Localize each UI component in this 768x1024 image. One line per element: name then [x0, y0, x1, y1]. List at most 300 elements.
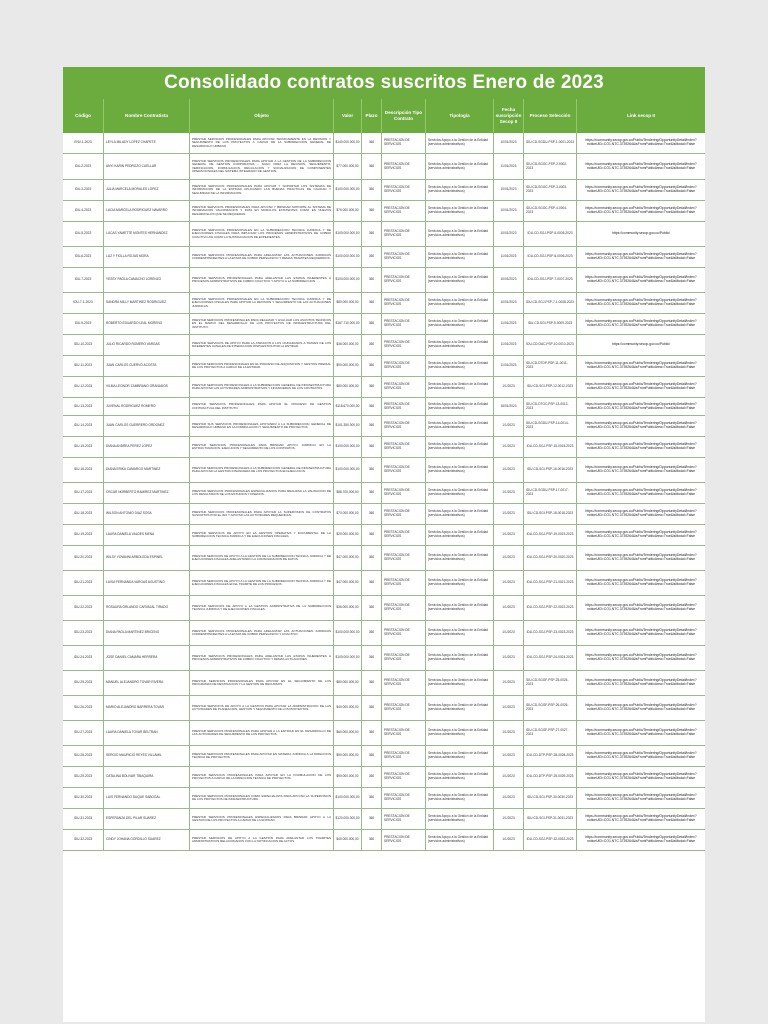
descripcion-cell: PRESTACION DE SERVICIOS — [381, 293, 425, 313]
col-plazo-header: Plazo — [361, 99, 381, 133]
col-link-header: Link secop II — [576, 99, 705, 133]
link-cell[interactable]: https://community.secop.gov.co/Public/Tendering/OpportunityDetail/Index?noticeUID=CO1.NTC.3739264&isFromPublicArea=True&isModal=False — [576, 504, 705, 524]
valor-cell: $36.000.000,00 — [333, 335, 361, 355]
table-row — [63, 398, 705, 416]
proceso-cell: IDU-CD-DTP-PSP-29-0029-2023 — [523, 767, 576, 787]
descripcion-cell: PRESTACION DE SERVICIOS — [381, 721, 425, 745]
tipologia-cell: Servicios Apoyo a la Gestión de la Entidad (servicios administrativos) — [425, 335, 493, 355]
plazo-cell: 360 — [361, 525, 381, 545]
tipologia-cell: Servicios Apoyo a la Gestión de la Entidad (servicios administrativos) — [425, 377, 493, 397]
fecha-cell: 1/1/2023 — [493, 596, 523, 620]
nombre-cell: JUVENAL RODRIGUEZ ROMERO — [103, 398, 189, 415]
valor-cell: $100.000.000,00 — [333, 458, 361, 482]
codigo-cell: IDU-10-2023 — [73, 342, 93, 347]
tipologia-cell: Servicios Apoyo a la Gestión de la Entidad (servicios administrativos) — [425, 247, 493, 267]
plazo-cell: 360 — [361, 222, 381, 246]
proceso-cell: IDU-CD-SGI-PSP-12-0012-2023 — [523, 377, 576, 397]
fecha-cell: 1/1/2023 — [493, 788, 523, 808]
tipologia-cell: Servicios Apoyo a la Gestión de la Entidad (servicios administrativos) — [425, 504, 493, 524]
tipologia-cell: Servicios Apoyo a la Gestión de la Entidad (servicios administrativos) — [425, 596, 493, 620]
descripcion-cell: PRESTACION DE SERVICIOS — [381, 154, 425, 179]
codigo-cell: IDU-14-2023 — [73, 423, 93, 428]
plazo-cell: 360 — [361, 671, 381, 695]
valor-cell: $36.000.000,00 — [333, 596, 361, 620]
link-cell[interactable]: https://community.secop.gov.co/Public/Tendering/OpportunityDetail/Index?noticeUID=CO1.NTC.3739264&isFromPublicArea=True&isModal=False — [576, 830, 705, 850]
link-cell[interactable]: https://community.secop.gov.co/Public/Tendering/OpportunityDetail/Index?noticeUID=CO1.NTC.3739264&isFromPublicArea=True&isModal=False — [576, 268, 705, 292]
objeto-cell: PRESTAR SERVICIOS PROFESIONALES A LA SUBDIRECCION GENERAL DE INFRAESTRUCTURA PARA APOYAR LA GESTION FINANCIERA DE LOS PROYECTOS EN EJECUCION. — [189, 458, 333, 482]
descripcion-cell: PRESTACION DE SERVICIOS — [381, 222, 425, 246]
document-title: Consolidado contratos suscritos Enero de 2023 — [63, 67, 705, 99]
codigo-cell: IDU-25-2023 — [73, 680, 93, 685]
proceso-cell: IDU-CD-SGJ-PSP-21-0021-2023 — [523, 571, 576, 595]
descripcion-cell: PRESTACION DE SERVICIOS — [381, 788, 425, 808]
objeto-cell: PRESTAR SERVICIOS DE APOYO A LA GESTION ADMINISTRATIVA DE LA SUBDIRECCION TECNICA JURIDICA Y DE EJECUCIONES FISCALES. — [189, 596, 333, 620]
objeto-cell: PRESTAR SERVICIOS PROFESIONALES PARA APOYAR Y BRINDAR SOPORTE AL SISTEMA DE INFORMACION VALORIZACION Y DATA EN MODULOS EXISTENTES COMO EN NUEVOS DESARROLLOS QUE SE REQUIERAN. — [189, 201, 333, 221]
proceso-cell: IDU-CD-SGJ-PSP-23-0023-2023 — [523, 621, 576, 645]
proceso-cell: IDU-CD-SGJ-PSP-5-0005-2023 — [523, 222, 576, 246]
fecha-cell: 1/1/2023 — [493, 437, 523, 457]
link-cell[interactable]: https://community.secop.gov.co/Public/Tendering/OpportunityDetail/Index?noticeUID=CO1.NTC.3739264&isFromPublicArea=True&isModal=False — [576, 596, 705, 620]
table-row — [63, 696, 705, 721]
codigo-cell: IDU-19-2023 — [73, 532, 93, 537]
valor-cell: $100.000.000,00 — [333, 247, 361, 267]
nombre-cell: OSCAR NORBERTO RAMIREZ MARTINEZ — [103, 483, 189, 503]
codigo-cell: IDU-4-2023 — [74, 208, 92, 213]
table-row — [63, 830, 705, 851]
tipologia-cell: Servicios Apoyo a la Gestión de la Entidad (servicios administrativos) — [425, 416, 493, 436]
proceso-cell: IDU-CD-SGI-PSP-31-0031-2023 — [523, 809, 576, 829]
fecha-cell: 1/1/2023 — [493, 646, 523, 670]
descripcion-cell: PRESTACION DE SERVICIOS — [381, 483, 425, 503]
col-nombre-header: Nombre Contratista — [103, 99, 189, 133]
plazo-cell: 360 — [361, 458, 381, 482]
valor-cell: $140.000.000,00 — [333, 133, 361, 153]
table-row — [63, 416, 705, 437]
col-valor-header: Valor — [333, 99, 361, 133]
table-row — [63, 621, 705, 646]
fecha-cell: 1/1/2023 — [493, 483, 523, 503]
valor-cell: $47.000.000,00 — [333, 546, 361, 570]
table-row — [63, 222, 705, 247]
link-cell[interactable]: https://community.secop.gov.co/Public/Tendering/OpportunityDetail/Index?noticeUID=CO1.NTC.3739264&isFromPublicArea=True&isModal=False — [576, 154, 705, 179]
codigo-cell: IDU-23-2023 — [73, 630, 93, 635]
plazo-cell: 360 — [361, 398, 381, 415]
proceso-cell: IDU-CD-SGI-PSP-9-0009-2023 — [523, 314, 576, 334]
link-cell[interactable]: https://community.secop.gov.co/Public/Tendering/OpportunityDetail/Index?noticeUID=CO1.NTC.3739264&isFromPublicArea=True&isModal=False — [576, 180, 705, 200]
link-cell[interactable]: https://community.secop.gov.co/Public/Tendering/OpportunityDetail/Index?noticeUID=CO1.NTC.3739264&isFromPublicArea=True&isModal=False — [576, 525, 705, 545]
codigo-cell: IDU-3-2023 — [74, 187, 92, 192]
link-cell[interactable]: https://community.secop.gov.co/Public/Tendering/OpportunityDetail/Index?noticeUID=CO1.NTC.3739264&isFromPublicArea=True&isModal=False — [576, 621, 705, 645]
descripcion-cell: PRESTACION DE SERVICIOS — [381, 416, 425, 436]
nombre-cell: DIANA ANDREA PEREZ LOPEZ — [103, 437, 189, 457]
plazo-cell: 360 — [361, 646, 381, 670]
objeto-cell: PRESTAR SERVICIOS PROFESIONALES PARA ADELANTAR LAS ACTUACIONES JURIDICAS CORRESPONDIENTES A LA ETAPA DE COBRO PERSUASIVO Y COACTIVO. — [189, 621, 333, 645]
nombre-cell: DIANA ERIKA CAMARGO MARTINEZ — [103, 458, 189, 482]
codigo-cell: IDU-24-2023 — [73, 655, 93, 660]
codigo-cell: IDU-20-2023 — [73, 555, 93, 560]
fecha-cell: 1/1/2023 — [493, 721, 523, 745]
codigo-cell: IDU-27-2023 — [73, 730, 93, 735]
objeto-cell: PRESTAR SERVICIOS DE APOYO A LA GESTION DE LA SUBDIRECCION TECNICA JURIDICA Y DE EJECUCIONES FISCALES ADELANTANDO LA CONSOLIDACION DE DATOS. — [189, 546, 333, 570]
plazo-cell: 360 — [361, 180, 381, 200]
fecha-cell: 16/01/2023 — [493, 398, 523, 415]
objeto-cell: PRESTAR SERVICIOS PROFESIONALES ESPECIALIZADOS PARA REALIZAR LA VALIDACION DE LOS RESULTADOS DE LOS ESTUDIOS Y DISENOS. — [189, 483, 333, 503]
proceso-cell: IDU-CD-SGGC-PSP-4-0004-2023 — [523, 201, 576, 221]
proceso-cell: IDU-CD-SGJ-PSP-19-0019-2023 — [523, 525, 576, 545]
codigo-cell: IDU-29-2023 — [73, 774, 93, 779]
link-cell[interactable]: https://community.secop.gov.co/Public/Tendering/OpportunityDetail/Index?noticeUID=CO1.NTC.3739264&isFromPublicArea=True&isModal=False — [576, 133, 705, 153]
descripcion-cell: PRESTACION DE SERVICIOS — [381, 335, 425, 355]
descripcion-cell: PRESTACION DE SERVICIOS — [381, 377, 425, 397]
plazo-cell: 360 — [361, 596, 381, 620]
fecha-cell: 1/1/2023 — [493, 621, 523, 645]
tipologia-cell: Servicios Apoyo a la Gestión de la Entidad (servicios administrativos) — [425, 546, 493, 570]
col-codigo-header: Código — [75, 113, 91, 119]
descripcion-cell: PRESTACION DE SERVICIOS — [381, 546, 425, 570]
fecha-cell: 1/1/2023 — [493, 458, 523, 482]
link-cell[interactable]: https://community.secop.gov.co/Public/Tendering/OpportunityDetail/Index?noticeUID=CO1.NTC.3739264&isFromPublicArea=True&isModal=False — [576, 721, 705, 745]
objeto-cell: PRESTAR SERVICIOS PROFESIONALES EN LA SUBDIRECCION TECNICA JURIDICA Y DE EJECUCIONES FISCALES PARA IMPULSAR LOS PROCESOS ADMINISTRATIVOS DE COBRO COACTIVO ASI COMO LA SUSTANCIACION DE EXPEDIENTES. — [189, 222, 333, 246]
fecha-cell: 10/01/2023 — [493, 222, 523, 246]
link-cell[interactable]: https://community.secop.gov.co/Public/Tendering/OpportunityDetail/Index?noticeUID=CO1.NTC.3739264&isFromPublicArea=True&isModal=False — [576, 416, 705, 436]
valor-cell: $88.700.000,00 — [333, 483, 361, 503]
proceso-cell: IDU-CD-SGGF-PSP-25-0025-2023 — [523, 671, 576, 695]
tipologia-cell: Servicios Apoyo a la Gestión de la Entidad (servicios administrativos) — [425, 746, 493, 766]
plazo-cell: 360 — [361, 696, 381, 720]
plazo-cell: 360 — [361, 356, 381, 376]
table-row — [63, 788, 705, 809]
proceso-cell: IDU-CD-SGJ-PSP-6-0006-2023 — [523, 247, 576, 267]
tipologia-cell: Servicios Apoyo a la Gestión de la Entidad (servicios administrativos) — [425, 268, 493, 292]
objeto-cell: PRESTAR SERVICIOS PROFESIONALES A LA SUBDIRECCION GENERAL DE INFRAESTRUCTURA PARA APOYAR LAS ACTIVIDADES ADMINISTRATIVAS Y FINANCIERAS DE LOS CONTRATOS. — [189, 377, 333, 397]
link-cell[interactable]: https://community.secop.gov.co/Public/Tendering/OpportunityDetail/Index?noticeUID=CO1.NTC.3739264&isFromPublicArea=True&isModal=False — [576, 201, 705, 221]
table-row — [63, 809, 705, 830]
valor-cell: $100.000.000,00 — [333, 180, 361, 200]
objeto-cell: PRESTAR SERVICIOS PROFESIONALES PARA APOYAR EN MATERIA JURIDICA A LA DIRECCION TECNICA DE PROYECTOS. — [189, 746, 333, 766]
fecha-cell: 1/1/2023 — [493, 767, 523, 787]
tipologia-cell: Servicios Apoyo a la Gestión de la Entidad (servicios administrativos) — [425, 830, 493, 850]
plazo-cell: 360 — [361, 247, 381, 267]
link-cell[interactable]: https://community.secop.gov.co/Public/Tendering/OpportunityDetail/Index?noticeUID=CO1.NTC.3739264&isFromPublicArea=True&isModal=False — [576, 293, 705, 313]
tipologia-cell: Servicios Apoyo a la Gestión de la Entidad (servicios administrativos) — [425, 809, 493, 829]
valor-cell: $100.000.000,00 — [333, 621, 361, 645]
link-cell[interactable]: https://community.secop.gov.co/Public/Tendering/OpportunityDetail/Index?noticeUID=CO1.NTC.3739264&isFromPublicArea=True&isModal=False — [576, 696, 705, 720]
proceso-cell: IDU-CD-SGGC-PSP-3-0003-2023 — [523, 180, 576, 200]
valor-cell: $40.000.000,00 — [333, 696, 361, 720]
objeto-cell: PRESTAR SERVICIOS PROFESIONALES PARA APOYAR EN LA FORMULACION DE LOS PROYECTOS A CARGO DE LA DIRECCION TECNICA DE PROYECTOS. — [189, 767, 333, 787]
proceso-cell: IDU-CD-DTP-PSP-28-0028-2023 — [523, 746, 576, 766]
nombre-cell: JUAN CARLOS GUERRERO ORDONEZ — [103, 416, 189, 436]
codigo-cell: IDU-28-2023 — [73, 753, 93, 758]
contracts-table-body — [63, 133, 705, 851]
tipologia-cell: Servicios Apoyo a la Gestión de la Entidad (servicios administrativos) — [425, 671, 493, 695]
table-row — [63, 596, 705, 621]
plazo-cell: 360 — [361, 437, 381, 457]
codigo-cell: IDU-21-2023 — [73, 580, 93, 585]
link-cell[interactable]: https://community.secop.gov.co/Public/Tendering/OpportunityDetail/Index?noticeUID=CO1.NTC.3739264&isFromPublicArea=True&isModal=False — [576, 356, 705, 376]
valor-cell: $77.000.000,00 — [333, 154, 361, 179]
tipologia-cell: Servicios Apoyo a la Gestión de la Entidad (servicios administrativos) — [425, 571, 493, 595]
nombre-cell: SANDRA MILLY MARTINEZ RODRIGUEZ — [103, 293, 189, 313]
tipologia-cell: Servicios Apoyo a la Gestión de la Entidad (servicios administrativos) — [425, 483, 493, 503]
link-cell[interactable]: https://community.secop.gov.co/Public/Tendering/OpportunityDetail/Index?noticeUID=CO1.NTC.3739264&isFromPublicArea=True&isModal=False — [576, 247, 705, 267]
fecha-cell: 1/1/2023 — [493, 830, 523, 850]
descripcion-cell: PRESTACION DE SERVICIOS — [381, 398, 425, 415]
descripcion-cell: PRESTACION DE SERVICIOS — [381, 201, 425, 221]
plazo-cell: 360 — [361, 621, 381, 645]
valor-cell: $100.000.000,00 — [333, 646, 361, 670]
link-cell[interactable]: https://community.secop.gov.co/Public/Tendering/OpportunityDetail/Index?noticeUID=CO1.NTC.3739264&isFromPublicArea=True&isModal=False — [576, 458, 705, 482]
codigo-cell: ENV-1-2023 — [74, 140, 92, 145]
link-cell[interactable]: https://community.secop.gov.co/Public/Tendering/OpportunityDetail/Index?noticeUID=CO1.NTC.3739264&isFromPublicArea=True&isModal=False — [576, 314, 705, 334]
tipologia-cell: Servicios Apoyo a la Gestión de la Entidad (servicios administrativos) — [425, 458, 493, 482]
codigo-cell: IDU-16-2023 — [73, 467, 93, 472]
tipologia-cell: Servicios Apoyo a la Gestión de la Entidad (servicios administrativos) — [425, 788, 493, 808]
table-row — [63, 268, 705, 293]
nombre-cell: ROBERTO EDUARDO LEAL MORENO — [103, 314, 189, 334]
tipologia-cell: Servicios Apoyo a la Gestión de la Entidad (servicios administrativos) — [425, 437, 493, 457]
codigo-cell: IDU-7-2023 — [74, 277, 92, 282]
table-row — [63, 293, 705, 314]
table-row — [63, 335, 705, 356]
objeto-cell: PRESTAR SERVICIOS DE APOYO EN LA GESTION OPERATIVA Y DOCUMENTAL DE LA SUBDIRECCION TECNICA JURIDICA Y DE EJECUCIONES FISCALES. — [189, 525, 333, 545]
descripcion-cell: PRESTACION DE SERVICIOS — [381, 268, 425, 292]
tipologia-cell: Servicios Apoyo a la Gestión de la Entidad (servicios administrativos) — [425, 646, 493, 670]
codigo-cell: IDU-17-2023 — [73, 490, 93, 495]
proceso-cell: IDU-CD-SGI-PSP-30-0030-2023 — [523, 788, 576, 808]
col-proceso-header: Proceso Selección — [523, 99, 576, 133]
plazo-cell: 360 — [361, 746, 381, 766]
col-objeto-header: Objeto — [189, 99, 333, 133]
fecha-cell: 1/1/2023 — [493, 377, 523, 397]
table-row — [63, 483, 705, 504]
fecha-cell: 1/1/2023 — [493, 696, 523, 720]
valor-cell: $90.000.000,00 — [333, 746, 361, 766]
descripcion-cell: PRESTACION DE SERVICIOS — [381, 571, 425, 595]
tipologia-cell: Servicios Apoyo a la Gestión de la Entidad (servicios administrativos) — [425, 180, 493, 200]
table-row — [63, 504, 705, 525]
link-cell[interactable]: https://community.secop.gov.co/Public/Tendering/OpportunityDetail/Index?noticeUID=CO1.NTC.3739264&isFromPublicArea=True&isModal=False — [576, 809, 705, 829]
table-row — [63, 671, 705, 696]
link-cell[interactable]: https://community.secop.gov.co/Public/Tendering/OpportunityDetail/Index?noticeUID=CO1.NTC.3739264&isFromPublicArea=True&isModal=False — [576, 646, 705, 670]
tipologia-cell: Servicios Apoyo a la Gestión de la Entidad (servicios administrativos) — [425, 696, 493, 720]
table-row — [63, 133, 705, 154]
plazo-cell: 360 — [361, 767, 381, 787]
valor-cell: $90.000.000,00 — [333, 356, 361, 376]
descripcion-cell: PRESTACION DE SERVICIOS — [381, 133, 425, 153]
valor-cell: $80.000.000,00 — [333, 671, 361, 695]
tipologia-cell: Servicios Apoyo a la Gestión de la Entidad (servicios administrativos) — [425, 154, 493, 179]
proceso-cell: IDU-CD-SGGF-PSP-27-0027-2023 — [523, 721, 576, 745]
tipologia-cell: Servicios Apoyo a la Gestión de la Entidad (servicios administrativos) — [425, 721, 493, 745]
valor-cell: $118.670.000,00 — [333, 398, 361, 415]
link-cell[interactable]: https://community.secop.gov.co/Public/Tendering/OpportunityDetail/Index?noticeUID=CO1.NTC.3739264&isFromPublicArea=True&isModal=False — [576, 483, 705, 503]
plazo-cell: 360 — [361, 416, 381, 436]
nombre-cell: LEYLA MILADY LOPEZ CHAPETE — [103, 133, 189, 153]
plazo-cell: 360 — [361, 293, 381, 313]
table-row — [63, 314, 705, 335]
descripcion-cell: PRESTACION DE SERVICIOS — [381, 504, 425, 524]
valor-cell: $60.000.000,00 — [333, 721, 361, 745]
tipologia-cell: Servicios Apoyo a la Gestión de la Entidad (servicios administrativos) — [425, 621, 493, 645]
objeto-cell: PRESTAR SERVICIOS PROFESIONALES PARA APOYAR A LA ENTIDAD EN EL DESARROLLO DE LAS ACTIVIDADES DE SEGUIMIENTO DE LOS PROYECTOS. — [189, 721, 333, 745]
nombre-cell: LUCIA MARCELA RODRIGUEZ NAVARRO — [103, 201, 189, 221]
table-row — [63, 525, 705, 546]
valor-cell: $47.000.000,00 — [333, 571, 361, 595]
link-cell[interactable]: https://community.secop.gov.co/Public/Tendering/OpportunityDetail/Index?noticeUID=CO1.NTC.3739264&isFromPublicArea=True&isModal=False — [576, 377, 705, 397]
valor-cell: $90.000.000,00 — [333, 767, 361, 787]
descripcion-cell: PRESTACION DE SERVICIOS — [381, 830, 425, 850]
plazo-cell: 360 — [361, 809, 381, 829]
tipologia-cell: Servicios Apoyo a la Gestión de la Entidad (servicios administrativos) — [425, 356, 493, 376]
descripcion-cell: PRESTACION DE SERVICIOS — [381, 746, 425, 766]
valor-cell: $40.000.000,00 — [333, 830, 361, 850]
fecha-cell: 1/1/2023 — [493, 504, 523, 524]
link-cell[interactable]: https://community.secop.gov.co/Public/ — [576, 335, 705, 355]
proceso-cell: IDU-CD-SGJ-PSP-20-0020-2023 — [523, 546, 576, 570]
codigo-cell: IDU-22-2023 — [73, 605, 93, 610]
objeto-cell: PRESTAR SERVICIOS PROFESIONALES PARA ADELANTAR LAS ETAPAS INHERENTES A PROCESOS ADMINISTRATIVOS DE COBRO COACTIVO Y APOYO A LA SUBDIRECCION. — [189, 268, 333, 292]
nombre-cell: CATALINA BOLIVAR TIBAQUIRA — [103, 767, 189, 787]
plazo-cell: 360 — [361, 721, 381, 745]
valor-cell: $100.000.000,00 — [333, 437, 361, 457]
fecha-cell: 10/01/2023 — [493, 180, 523, 200]
plazo-cell: 360 — [361, 268, 381, 292]
objeto-cell: PRESTAR SERVICIOS PROFESIONALES PARA BRINDAR APOYO JURIDICO EN LA ESTRUCTURACION, EJECUCION Y SEGUIMIENTO DE LOS CONTRATOS. — [189, 437, 333, 457]
plazo-cell: 360 — [361, 830, 381, 850]
descripcion-cell: PRESTACION DE SERVICIOS — [381, 696, 425, 720]
descripcion-cell: PRESTACION DE SERVICIOS — [381, 596, 425, 620]
plazo-cell: 360 — [361, 546, 381, 570]
proceso-cell: IDU-CD-SGJ-PSP-7-0007-2023 — [523, 268, 576, 292]
valor-cell: $80.000.000,00 — [333, 377, 361, 397]
objeto-cell: PRESTAR SERVICIOS DE APOYO PARA LA ATENCION A LOS CIUDADANOS A TRAVES DE LOS DIFERENTES CANALES DE INTERACCION DISPUESTOS POR LA ENTIDAD. — [189, 335, 333, 355]
codigo-cell: IDU-30-2023 — [73, 795, 93, 800]
table-header — [63, 99, 705, 133]
nombre-cell: LUCAS YAMETTE MONTES HERNANDEZ — [103, 222, 189, 246]
link-cell[interactable]: https://community.secop.gov.co/Public/Tendering/OpportunityDetail/Index?noticeUID=CO1.NTC.3739264&isFromPublicArea=True&isModal=False — [576, 671, 705, 695]
valor-cell: $70.000.000,00 — [333, 504, 361, 524]
valor-cell: $80.000.000,00 — [333, 293, 361, 313]
plazo-cell: 360 — [361, 483, 381, 503]
nombre-cell: LUISA FERNANDA VARGAS AGUSTINO — [103, 571, 189, 595]
descripcion-cell: PRESTACION DE SERVICIOS — [381, 314, 425, 334]
descripcion-cell: PRESTACION DE SERVICIOS — [381, 646, 425, 670]
table-row — [63, 767, 705, 788]
nombre-cell: LUIS FERNANDO DUQUE SABOGAL — [103, 788, 189, 808]
nombre-cell: DIANA PAOLA MARTINEZ BRICENO — [103, 621, 189, 645]
codigo-cell: IDU-18-2023 — [73, 511, 93, 516]
objeto-cell: PRESTAR SERVICIOS PROFESIONALES PARA APOYAR TECNICAMENTE EN LA REVISION Y SEGUIMIENTO DE LOS PROYECTOS A CARGO DE LA SUBDIRECCION GENERAL DE DESARROLLO URBANO — [189, 133, 333, 153]
link-cell[interactable]: https://community.secop.gov.co/Public/Tendering/OpportunityDetail/Index?noticeUID=CO1.NTC.3739264&isFromPublicArea=True&isModal=False — [576, 571, 705, 595]
nombre-cell: ESPERANZA DEL PILAR SUAREZ — [103, 809, 189, 829]
col-descripcion-header: Descripción Tipo Contrato — [381, 99, 425, 133]
proceso-cell: IDU-CD-OAC-PSP-10-0010-2023 — [523, 335, 576, 355]
nombre-cell: MARIO ALEJANDRO BARRERA TOVAR — [103, 696, 189, 720]
descripcion-cell: PRESTACION DE SERVICIOS — [381, 437, 425, 457]
codigo-cell: IDU-13-2023 — [73, 403, 93, 408]
descripcion-cell: PRESTACION DE SERVICIOS — [381, 671, 425, 695]
table-row — [63, 154, 705, 180]
valor-cell: $100.000.000,00 — [333, 222, 361, 246]
codigo-cell: IDU-6-2023 — [74, 254, 92, 259]
descripcion-cell: PRESTACION DE SERVICIOS — [381, 458, 425, 482]
nombre-cell: VILMA LEONOR ZAMBRANO GRANADOS — [103, 377, 189, 397]
descripcion-cell: PRESTACION DE SERVICIOS — [381, 621, 425, 645]
objeto-cell: PRESTAR SERVICIOS PROFESIONALES PARA APOYAR LA SUPERVISION DE CONTRATOS SUSCRITOS POR EL IDU Y APOYAR LAS ACTIVIDADES REQUERIDAS. — [189, 504, 333, 524]
link-cell[interactable]: https://community.secop.gov.co/Public/Tendering/OpportunityDetail/Index?noticeUID=CO1.NTC.3739264&isFromPublicArea=True&isModal=False — [576, 546, 705, 570]
valor-cell: $101.350.000,00 — [333, 416, 361, 436]
table-row — [63, 458, 705, 483]
tipologia-cell: Servicios Apoyo a la Gestión de la Entidad (servicios administrativos) — [425, 293, 493, 313]
valor-cell: $20.000.000,00 — [333, 525, 361, 545]
link-cell[interactable]: https://community.secop.gov.co/Public/Tendering/OpportunityDetail/Index?noticeUID=CO1.NTC.3739264&isFromPublicArea=True&isModal=False — [576, 788, 705, 808]
document-page — [63, 67, 705, 1022]
descripcion-cell: PRESTACION DE SERVICIOS — [381, 809, 425, 829]
plazo-cell: 360 — [361, 201, 381, 221]
link-cell[interactable]: https://community.secop.gov.co/Public/Tendering/OpportunityDetail/Index?noticeUID=CO1.NTC.3739264&isFromPublicArea=True&isModal=False — [576, 437, 705, 457]
descripcion-cell: PRESTACION DE SERVICIOS — [381, 525, 425, 545]
objeto-cell: PRESTAR SERVICIOS PROFESIONALES PARA ADELANTAR LAS ACTUACIONES JURIDICAS CORRESPONDIENTES A LA ETAPA DE COBRO PERSUASIVO Y DEMAS TRAMITES REQUERIDOS. — [189, 247, 333, 267]
plazo-cell: 360 — [361, 133, 381, 153]
objeto-cell: PRESTAR SERVICIOS PROFESIONALES EN EL PROCESO DE ADQUISICION Y GESTION PREDIAL DE LOS PROYECTOS A CARGO DE LA ENTIDAD. — [189, 356, 333, 376]
col-tipologia-header: Tipología — [425, 99, 493, 133]
objeto-cell: PRESTAR SERVICIOS PROFESIONALES EN LA SUBDIRECCION TECNICA JURIDICA Y DE EJECUCIONES FISCALES PARA APOYAR LA REVISION Y SEGUIMIENTO DE LAS ACTUACIONES JURIDICAS. — [189, 293, 333, 313]
table-row — [63, 356, 705, 377]
objeto-cell: PRESTAR SERVICIOS PROFESIONALES PARA APOYAR EL PROCESO DE GESTION CONTRACTUAL DEL INSTITUTO. — [189, 398, 333, 415]
proceso-cell: IDU-CD-DTGC-PSP-13-0013-2023 — [523, 398, 576, 415]
link-cell[interactable]: https://community.secop.gov.co/Public/Tendering/OpportunityDetail/Index?noticeUID=CO1.NTC.3739264&isFromPublicArea=True&isModal=False — [576, 398, 705, 415]
valor-cell: $100.000.000,00 — [333, 788, 361, 808]
fecha-cell: 11/01/2023 — [493, 154, 523, 179]
nombre-cell: MANUEL ALEJANDRO TOVAR RIVERA — [103, 671, 189, 695]
link-cell[interactable]: https://community.secop.gov.co/Public/Tendering/OpportunityDetail/Index?noticeUID=CO1.NTC.3739264&isFromPublicArea=True&isModal=False — [576, 746, 705, 766]
codigo-cell: IDU-12-2023 — [73, 384, 93, 389]
proceso-cell: IDU-CD-SGI-PSP-16-0016-2023 — [523, 458, 576, 482]
proceso-cell: IDU-CD-SGJ-PSP-15-0015-2023 — [523, 437, 576, 457]
objeto-cell: PRESTAR SERVICIOS DE APOYO A LA GESTION PARA APOYAR LA ADMINISTRACION DE LAS ACTIVIDADES DE PLANEACION, GESTION Y SEGUIMIENTO DE LOS PROYECTOS. — [189, 696, 333, 720]
codigo-cell: IDU-2-2023 — [74, 163, 92, 168]
fecha-cell: 1/1/2023 — [493, 525, 523, 545]
nombre-cell: WILSON ANTONIO DIAZ SOSA — [103, 504, 189, 524]
nombre-cell: JUAN CARLOS CUERVO ACOSTA — [103, 356, 189, 376]
plazo-cell: 360 — [361, 504, 381, 524]
nombre-cell: LUZ Y FIOLLA ROJAS MORA — [103, 247, 189, 267]
link-cell[interactable]: https://community.secop.gov.co/Public/Tendering/OpportunityDetail/Index?noticeUID=CO1.NTC.3739264&isFromPublicArea=True&isModal=False — [576, 767, 705, 787]
nombre-cell: SERGIO MAURICIO REYES VILLAMIL — [103, 746, 189, 766]
link-cell[interactable]: https://community.secop.gov.co/Public/ — [576, 222, 705, 246]
table-row — [63, 247, 705, 268]
fecha-cell: 1/1/2023 — [493, 416, 523, 436]
codigo-cell: IDU-11-2023 — [73, 363, 92, 368]
proceso-cell: IDU-CD-SGDU-PSP-14-0014-2023 — [523, 416, 576, 436]
codigo-cell: IDU-31-2023 — [73, 816, 93, 821]
fecha-cell: 10/01/2023 — [493, 133, 523, 153]
plazo-cell: 360 — [361, 571, 381, 595]
valor-cell: $76.000.000,00 — [333, 201, 361, 221]
codigo-cell: IDU-32-2023 — [73, 837, 93, 842]
descripcion-cell: PRESTACION DE SERVICIOS — [381, 180, 425, 200]
objeto-cell: PRESTAR SERVICIOS PROFESIONALES ESPECIALIZADOS PARA BRINDAR APOYO A LA GESTION DE LOS PROYECTOS A CARGO DE LA ENTIDAD. — [189, 809, 333, 829]
tipologia-cell: Servicios Apoyo a la Gestión de la Entidad (servicios administrativos) — [425, 201, 493, 221]
table-row — [63, 546, 705, 571]
proceso-cell: IDU-CD-SGJ-PSP-7-1-0008-2023 — [523, 293, 576, 313]
valor-cell: $100.000.000,00 — [333, 268, 361, 292]
nombre-cell: ANYI KARIN PEDROZO CUELLAR — [103, 154, 189, 179]
objeto-cell: PRESTAR SERVICIOS PROFESIONALES COMO ESPECIALISTA PARA APOYAR LA SUPERVISION DE LOS PROYECTOS DE INFRAESTRUCTURA. — [189, 788, 333, 808]
fecha-cell: 10/01/2023 — [493, 201, 523, 221]
table-row — [63, 721, 705, 746]
